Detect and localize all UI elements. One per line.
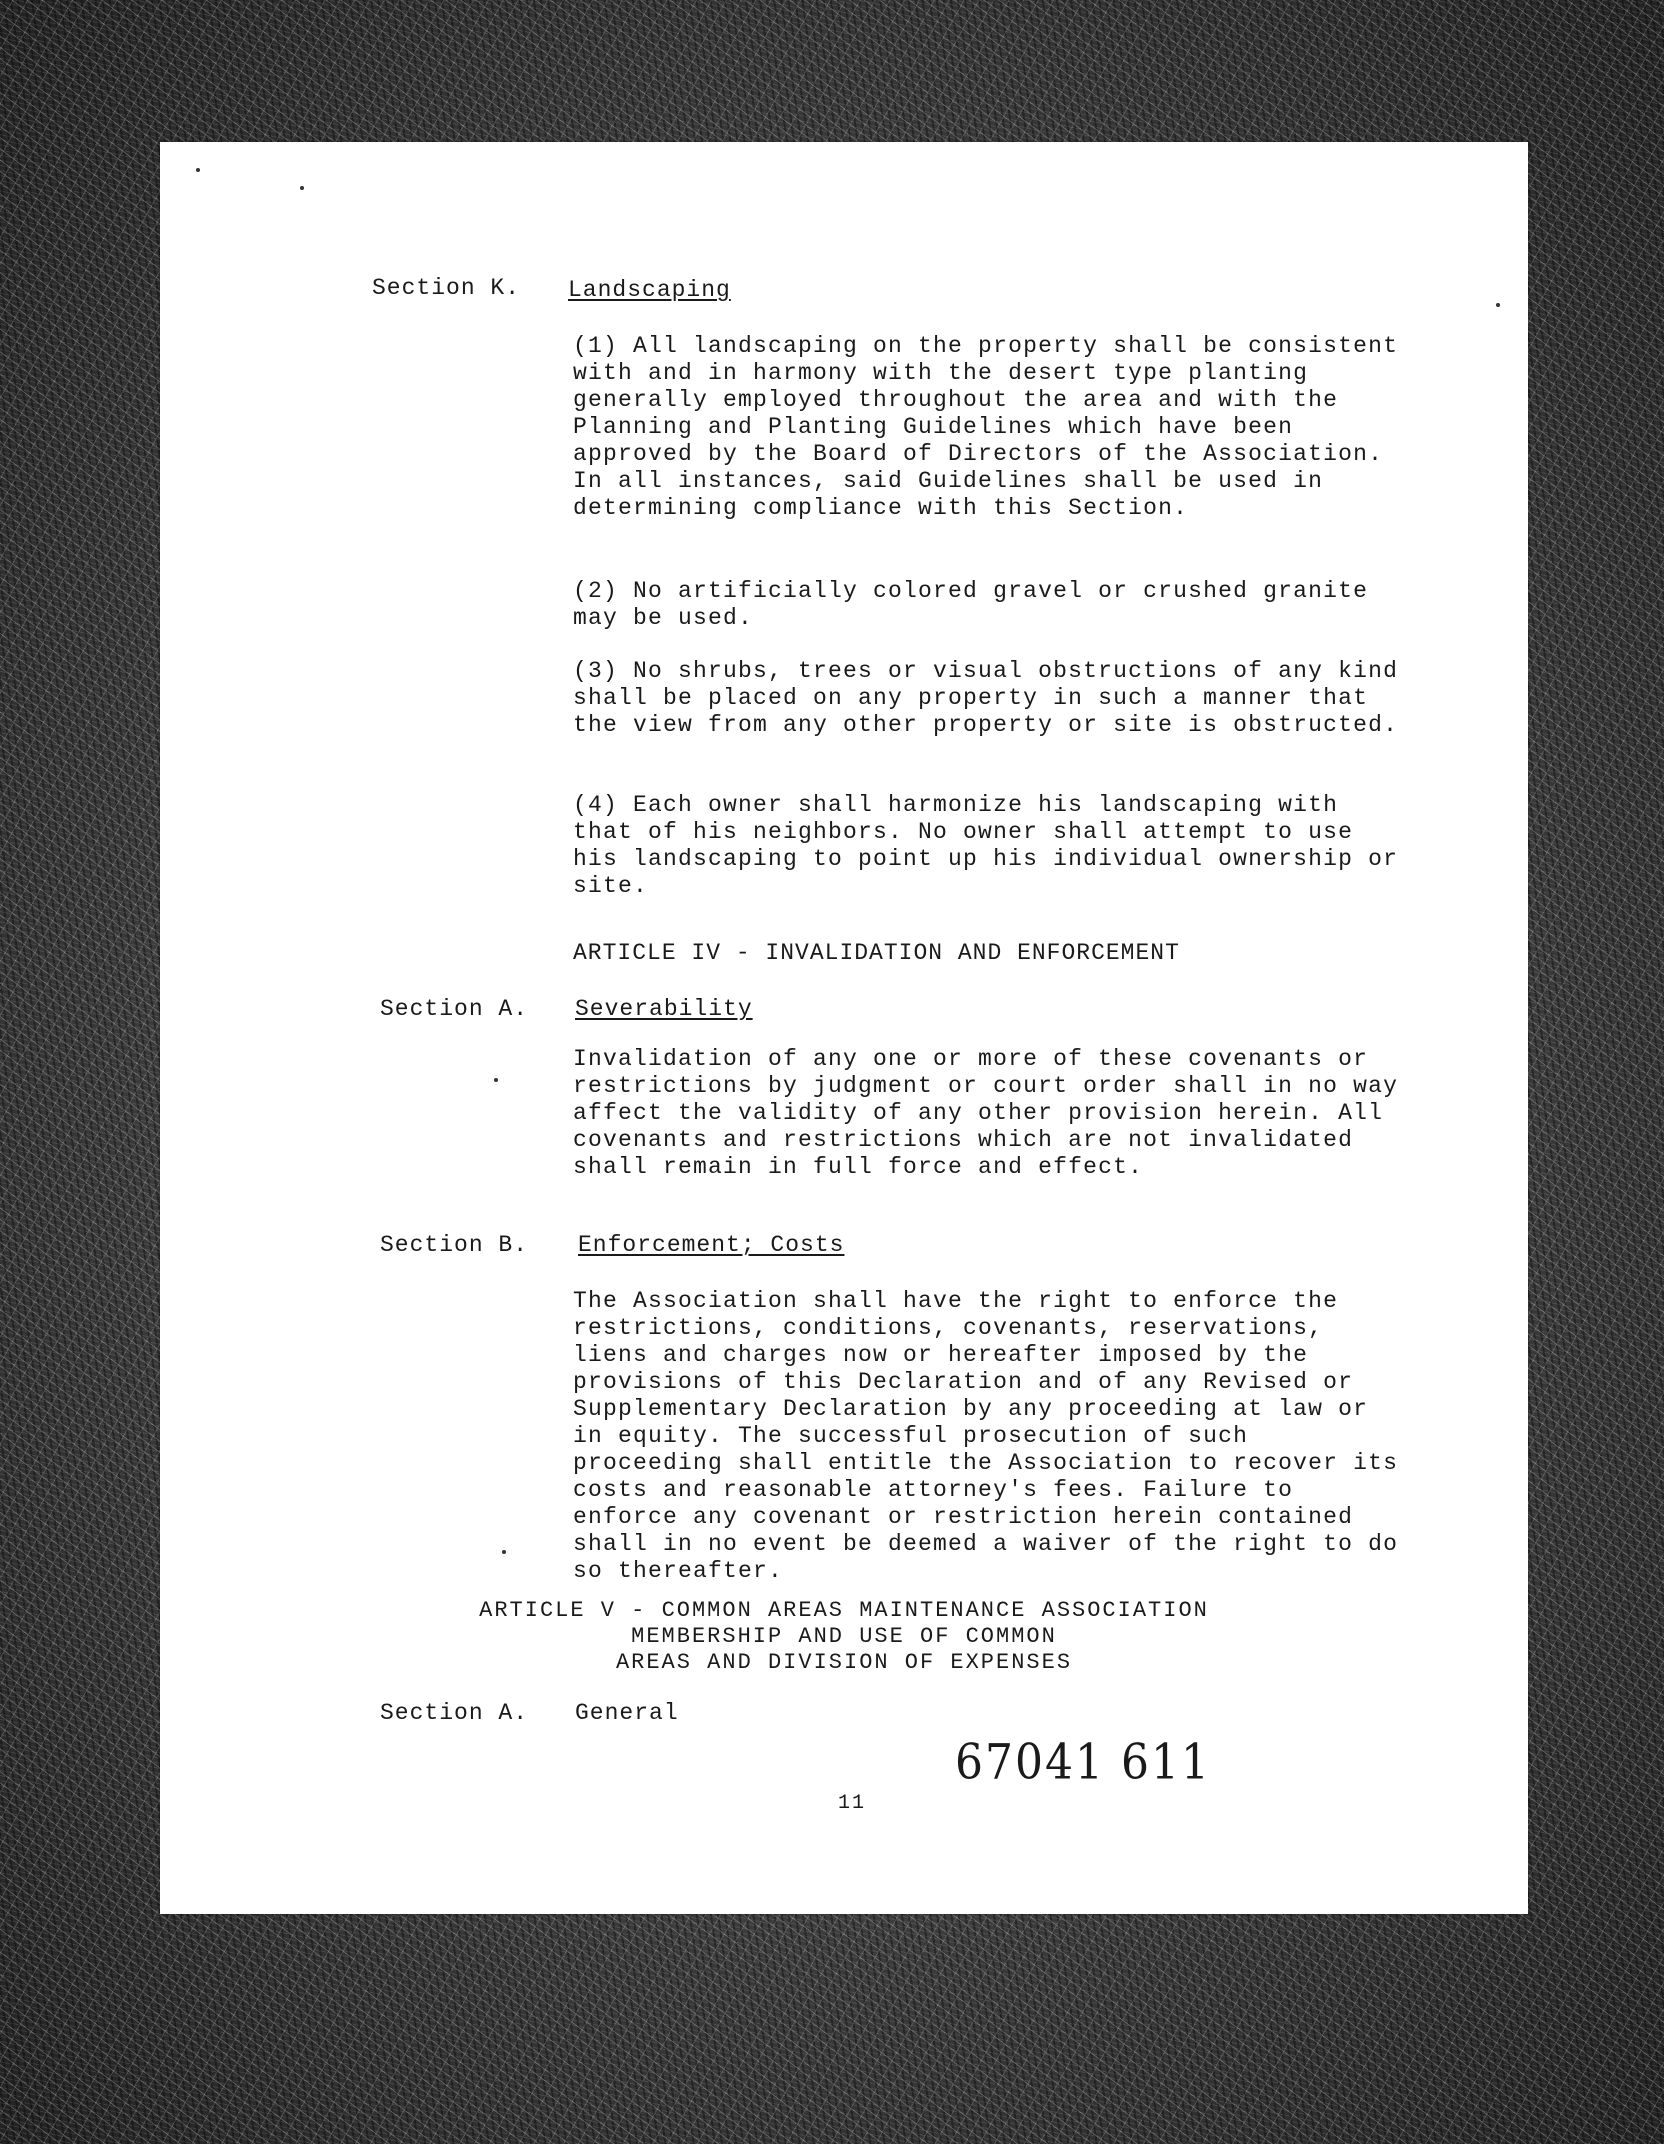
section-b-paragraph: The Association shall have the right to enforce the restrictions, conditions, covenants, reservations, liens and charges now or hereafter imposed by the provisions of this Declaration and of any Revised or Supplementary Declaration by any proceeding at law or in equity. The successful prosecution of such proceeding shall entitle the Association to recover its costs and reasonable attorney's fees. Failure to enforce any covenant or restriction herein contained shall in no event be deemed a waiver of the right to do so thereafter.	[573, 1288, 1399, 1584]
article-iv-title: ARTICLE IV - INVALIDATION AND ENFORCEMENT	[573, 940, 1180, 966]
section-b-title: Enforcement; Costs	[578, 1232, 845, 1258]
section-a-label: Section A.	[380, 996, 529, 1022]
speck-mark	[502, 1550, 506, 1554]
section-k-paragraph-1: (1) All landscaping on the property shall be consistent with and in harmony with the desert type planting generally employed throughout the area and with the Planning and Planting Guidelines which have been approved by the Board of Directors of the Association. In all instances, said Guidelines shall be used in determining compliance with this Section.	[573, 333, 1399, 521]
speck-mark	[494, 1078, 498, 1082]
speck-mark	[196, 168, 200, 172]
section-k-label: Section K.	[372, 275, 521, 301]
article-v-section-a-label: Section A.	[380, 1700, 529, 1726]
document-number-stamp: 67041 611	[955, 1734, 1211, 1791]
article-v-title-line-2: MEMBERSHIP AND USE OF COMMON	[631, 1624, 1057, 1649]
section-k-paragraph-2: (2) No artificially colored gravel or crushed granite may be used.	[573, 578, 1369, 631]
section-b-label: Section B.	[380, 1232, 529, 1258]
article-v-title-line-1: ARTICLE V - COMMON AREAS MAINTENANCE ASSOCIATION	[479, 1598, 1209, 1623]
section-k-title: Landscaping	[568, 277, 731, 303]
speck-mark	[300, 186, 304, 190]
section-a-paragraph: Invalidation of any one or more of these covenants or restrictions by judgment or court order shall in no way affect the validity of any other provision herein. All covenants and restrictions which are not invalidated shall remain in full force and effect.	[573, 1046, 1399, 1180]
section-a-title: Severability	[575, 996, 753, 1022]
speck-mark	[1496, 303, 1500, 307]
section-k-paragraph-4: (4) Each owner shall harmonize his landscaping with that of his neighbors. No owner shall attempt to use his landscaping to point up his individual ownership or site.	[573, 792, 1399, 899]
article-v-title-line-3: AREAS AND DIVISION OF EXPENSES	[615, 1650, 1073, 1675]
page-number: 11	[838, 1792, 867, 1815]
section-k-paragraph-3: (3) No shrubs, trees or visual obstructions of any kind shall be placed on any property in such a manner that the view from any other property or site is obstructed.	[573, 658, 1399, 738]
article-v-section-a-title: General	[575, 1700, 679, 1726]
